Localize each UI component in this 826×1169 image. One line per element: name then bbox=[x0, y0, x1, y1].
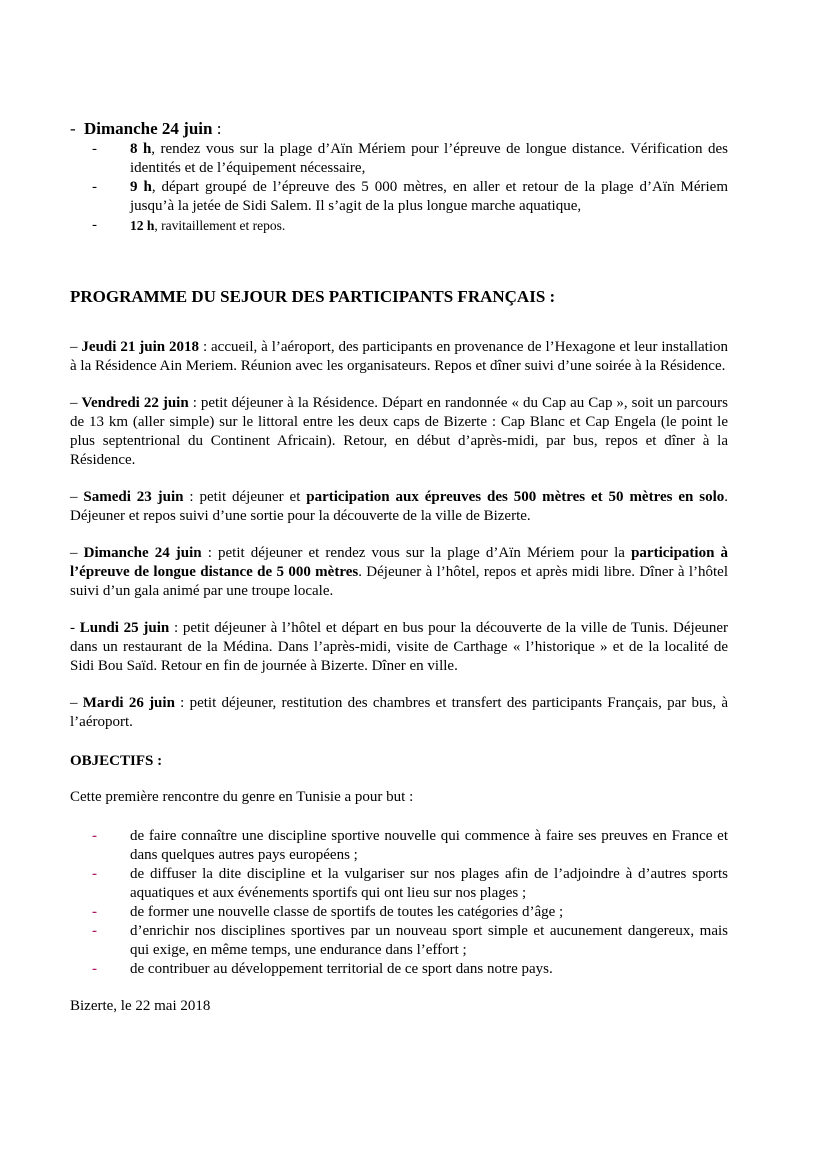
objective-text: de contribuer au développement territorial de ce sport dans notre pays. bbox=[130, 961, 553, 977]
signature-line: Bizerte, le 22 mai 2018 bbox=[70, 998, 211, 1014]
para-text: . Déjeuner à l’hôtel, repos et après midi libre. Dîner à l’hôtel suivi d’un gala animé par une troupe locale. bbox=[70, 564, 729, 599]
objective-text: de former une nouvelle classe de sportifs de toutes les catégories d’âge ; bbox=[130, 904, 564, 920]
document-content bbox=[70, 118, 728, 1016]
para-text: : petit déjeuner et bbox=[183, 489, 307, 505]
objective-item bbox=[92, 827, 728, 865]
schedule-item bbox=[92, 216, 728, 236]
programme-title: PROGRAMME DU SEJOUR DES PARTICIPANTS FRANÇAIS : bbox=[70, 287, 556, 306]
para-prefix: – bbox=[70, 545, 84, 561]
list-dash: - bbox=[92, 828, 97, 844]
para-day: Lundi 25 juin bbox=[79, 620, 170, 636]
schedule-text: , départ groupé de l’épreuve des 5 000 mètres, en aller et retour de la plage d’Aïn Mériem jusqu’à la jetée de Sidi Salem. Il s’agit de la plus longue marche aquatique, bbox=[130, 179, 728, 214]
para-prefix: - bbox=[70, 620, 80, 636]
schedule-text: , rendez vous sur la plage d’Aïn Mériem pour l’épreuve de longue distance. Vérification des identités et de l’équipement nécessaire, bbox=[130, 141, 728, 176]
programme-sunday bbox=[70, 544, 728, 601]
list-dash: - bbox=[92, 217, 97, 233]
programme-friday bbox=[70, 394, 728, 470]
list-dash: - bbox=[92, 923, 97, 939]
objective-text: de diffuser la dite discipline et la vulgariser sur nos plages afin de l’adjoindre à d’autres sports aquatiques et aux événements sportifs qui ont lieu sur nos plages ; bbox=[130, 866, 728, 901]
list-dash: - bbox=[92, 866, 97, 882]
para-text: : petit déjeuner à l’hôtel et départ en bus pour la découverte de la ville de Tunis. Déjeuner dans un restaurant de la Médina. Dans l’après-midi, visite de Carthage « l’historique » et de la localité de Sidi Bou Saïd. Retour en fin de journée à Bizerte. Dîner en ville. bbox=[70, 620, 729, 674]
para-prefix: – bbox=[70, 695, 83, 711]
para-text: : petit déjeuner et rendez vous sur la plage d’Aïn Mériem pour la bbox=[201, 545, 632, 561]
para-prefix: – bbox=[70, 395, 82, 411]
para-text: . Déjeuner et repos suivi d’une sortie pour la découverte de la ville de Bizerte. bbox=[70, 489, 729, 524]
para-day: Vendredi 22 juin bbox=[81, 395, 189, 411]
list-dash: - bbox=[92, 961, 97, 977]
para-text: : petit déjeuner à la Résidence. Départ en randonnée « du Cap au Cap », soit un parcours de 13 km (aller simple) sur le littoral entre les deux caps de Bizerte : Cap Blanc et Cap Engela (le point le plus septentrional du Continent Africain). Retour, en début d’après-midi, par bus, repos et dîner à la Résidence. bbox=[70, 395, 728, 468]
objective-item bbox=[92, 960, 728, 979]
objective-item bbox=[92, 865, 728, 903]
list-dash: - bbox=[92, 179, 97, 195]
schedule-time: 12 h bbox=[130, 218, 155, 233]
objective-item bbox=[92, 922, 728, 960]
para-day: Jeudi 21 juin 2018 bbox=[81, 339, 200, 355]
schedule-item bbox=[92, 178, 728, 216]
sunday-heading bbox=[70, 118, 728, 140]
schedule-text: , ravitaillement et repos. bbox=[154, 218, 286, 233]
para-prefix: – bbox=[70, 489, 84, 505]
programme-tuesday bbox=[70, 694, 728, 732]
objective-text: d’enrichir nos disciplines sportives par un nouveau sport simple et aucunement dangereux, mais qui exige, en même temps, une endurance dans l’effort ; bbox=[130, 923, 728, 958]
para-bold: participation à l’épreuve de longue distance de 5 000 mètres bbox=[70, 545, 729, 580]
sunday-schedule-list bbox=[70, 140, 728, 236]
para-text: : accueil, à l’aéroport, des participants en provenance de l’Hexagone et leur installation à la Résidence Ain Meriem. Réunion avec les organisateurs. Repos et dîner suivi d’une soirée à la Résidence. bbox=[70, 339, 729, 374]
para-prefix: – bbox=[70, 339, 82, 355]
programme-thursday bbox=[70, 338, 728, 376]
objectives-title: OBJECTIFS : bbox=[70, 753, 163, 769]
objectives-list bbox=[70, 827, 728, 979]
para-text: : petit déjeuner, restitution des chambres et transfert des participants Français, par bus, à l’aéroport. bbox=[70, 695, 728, 730]
programme-saturday bbox=[70, 488, 728, 526]
schedule-time: 9 h bbox=[130, 179, 152, 195]
list-dash: - bbox=[92, 141, 97, 157]
para-day: Dimanche 24 juin bbox=[83, 545, 202, 561]
para-bold: participation aux épreuves des 500 mètres et 50 mètres en solo bbox=[306, 489, 725, 505]
schedule-item bbox=[92, 140, 728, 178]
sunday-heading-colon: : bbox=[212, 119, 222, 138]
sunday-heading-dash: - bbox=[70, 119, 76, 138]
programme-monday bbox=[70, 619, 728, 676]
para-day: Mardi 26 juin bbox=[82, 695, 175, 711]
objective-text: de faire connaître une discipline sportive nouvelle qui commence à faire ses preuves en France et dans quelques autres pays européens ; bbox=[130, 828, 728, 863]
sunday-heading-day: Dimanche 24 juin bbox=[84, 119, 213, 138]
list-dash: - bbox=[92, 904, 97, 920]
schedule-time: 8 h bbox=[130, 141, 152, 157]
objectives-intro: Cette première rencontre du genre en Tunisie a pour but : bbox=[70, 789, 414, 805]
objective-item bbox=[92, 903, 728, 922]
para-day: Samedi 23 juin bbox=[83, 489, 184, 505]
